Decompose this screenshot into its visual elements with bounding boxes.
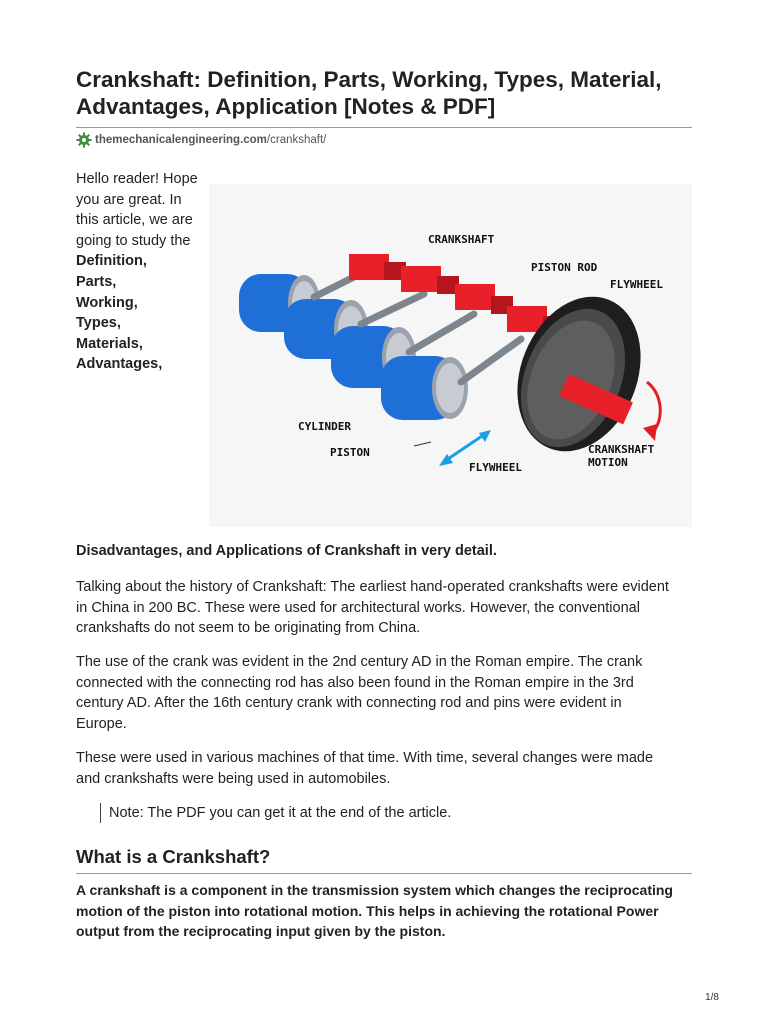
intro-bold-item: Materials, [76,335,143,352]
crankshaft-illustration [209,184,692,527]
intro-bold-item: Advantages, [76,356,163,373]
source-url[interactable] [76,132,326,148]
paragraph: Talking about the history of Crankshaft: The earliest hand-operated crankshafts were evident in China in 200 BC. These were used for architectural works. However, the conventional crankshafts do not seem to be originating from China. [76,579,669,636]
intro-lead: Hello reader! Hope you are great. In this article, we are going to study the [76,171,198,249]
definition-paragraph: A crankshaft is a component in the transmission system which changes the reciprocating motion of the piston into rotational motion. This helps in achieving the rotational Power output from the reciprocating input given by the piston. [76,882,673,940]
intro-bold-item: Working, [76,294,138,311]
section-heading: What is a Crankshaft? [76,846,271,867]
label-cylinder: CYLINDER [298,420,351,433]
page-title: Crankshaft: Definition, Parts, Working, Types, Material, Advantages, Application [Notes & PDF] [76,67,662,119]
crankshaft-diagram [209,184,692,527]
section-divider [76,873,692,874]
label-crankshaft: CRANKSHAFT [428,233,495,246]
intro-continuation: Disadvantages, and Applications of Crankshaft in very detail. [76,543,497,559]
cylinder-block [239,274,468,420]
label-piston-rod: PISTON ROD [531,261,598,274]
pdf-note: Note: The PDF you can get it at the end of the article. [100,803,451,823]
label-crankshaft-motion: MOTION [588,456,628,469]
intro-bold-item: Definition, [76,253,147,270]
source-domain: themechanicalengineering.com [95,134,267,146]
title-divider [76,127,692,128]
gear-icon [76,132,92,148]
intro-bold-item: Types, [76,315,121,332]
paragraph: The use of the crank was evident in the 2nd century AD in the Roman empire. The crank connected with the connecting rod has also been found in the Roman empire in the 3rd century AD. After the 16th century crank with connecting rod and pins were evident in Europe. [76,654,643,732]
intro-bold-item: Parts, [76,273,117,290]
label-piston: PISTON [330,446,370,459]
paragraph: These were used in various machines of that time. With time, several changes were made and crankshafts were being used in automobiles. [76,750,654,787]
rotation-arrow-icon [643,382,660,441]
label-crankshaft-motion: CRANKSHAFT [588,443,655,456]
page-number: 1/8 [705,992,719,1003]
label-flywheel-top: FLYWHEEL [610,278,663,291]
intro-text [76,169,201,375]
label-flywheel-bottom: FLYWHEEL [469,461,522,474]
source-path: /crankshaft/ [266,134,327,146]
